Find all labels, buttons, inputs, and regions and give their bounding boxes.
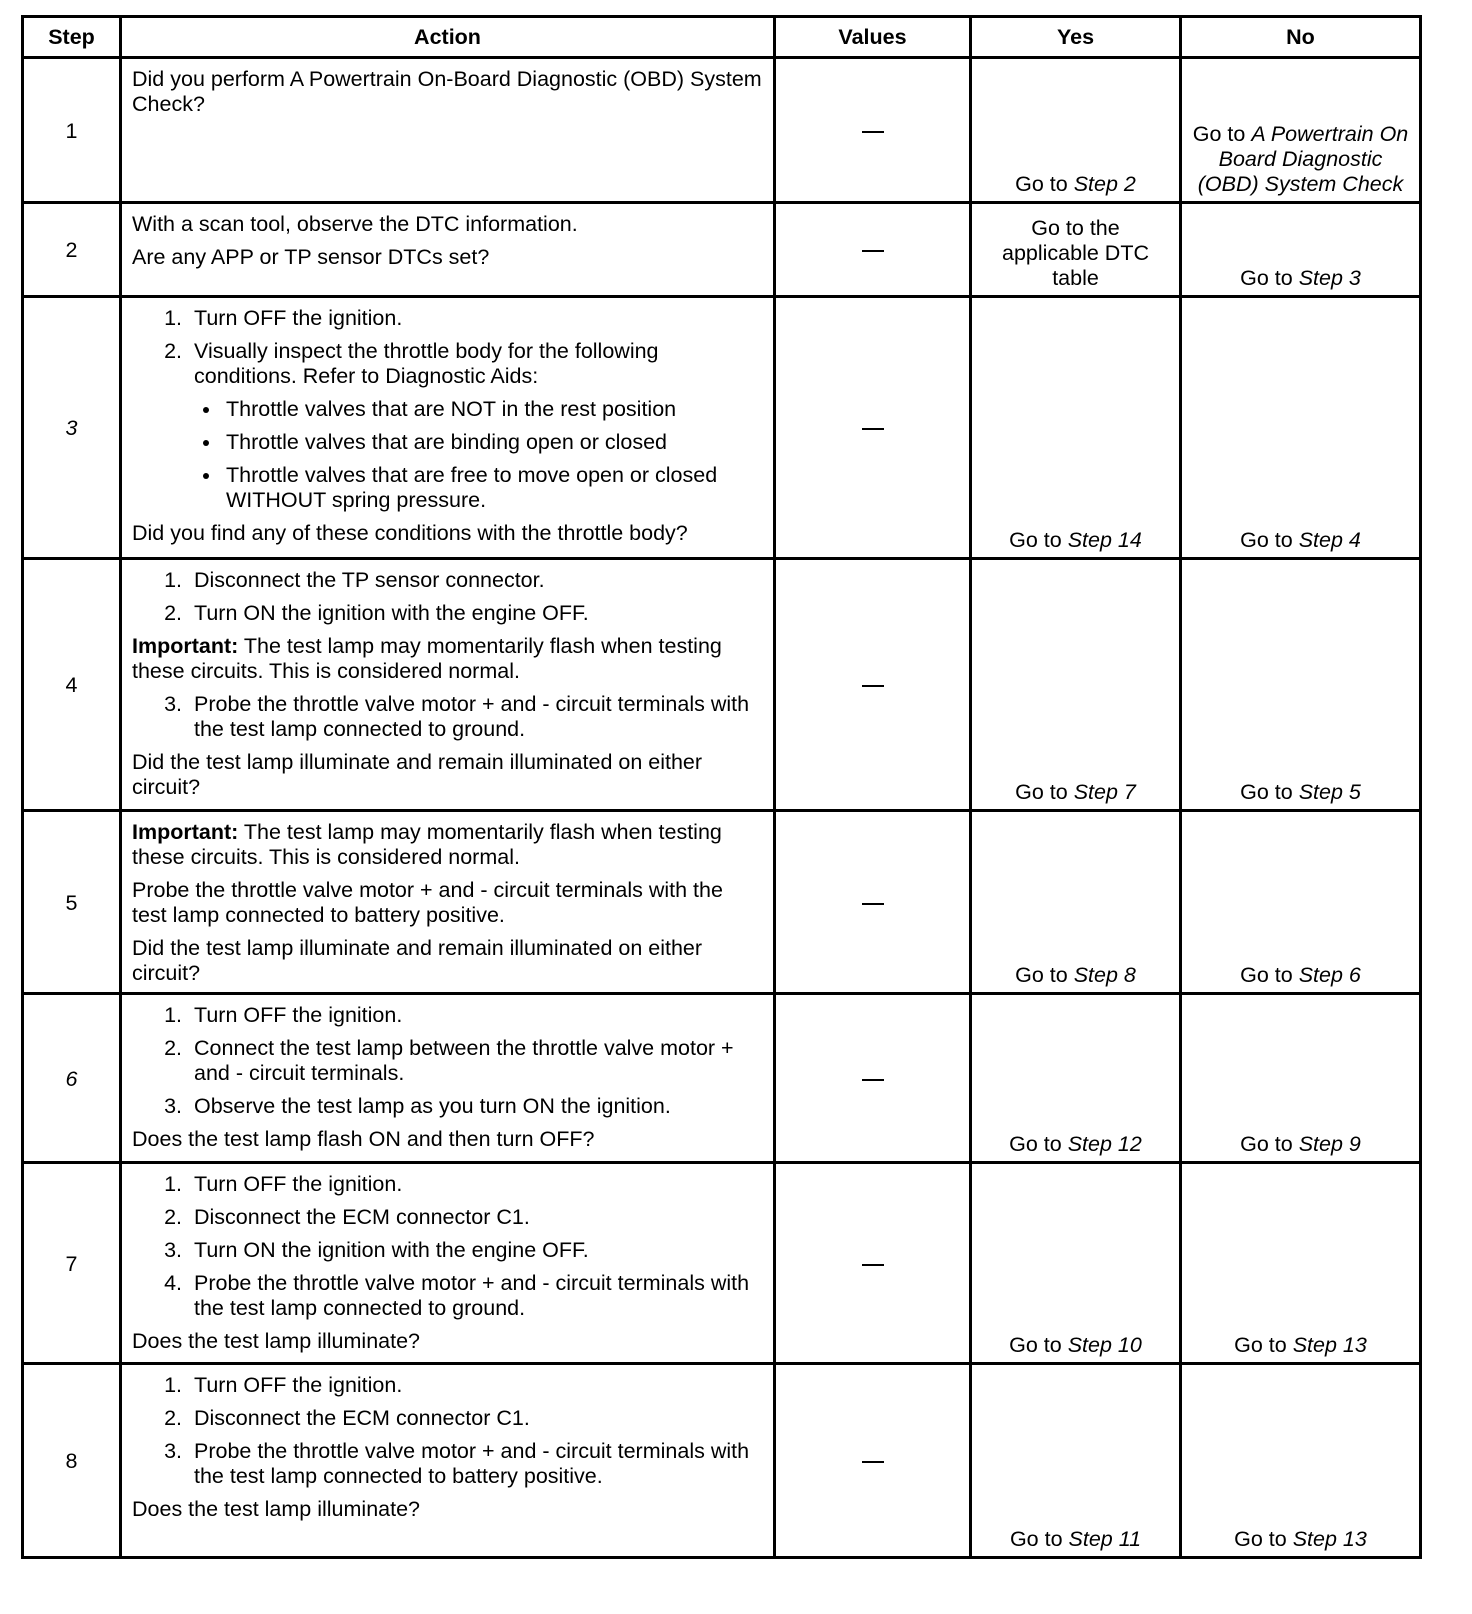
procedure-item: 1. Turn OFF the ignition. (188, 1373, 763, 1398)
step-number: 5 (23, 811, 121, 994)
instruction: With a scan tool, observe the DTC information. (132, 212, 578, 236)
dash-mark (862, 1079, 884, 1081)
dash-mark (862, 250, 884, 252)
no-prefix: Go to (1240, 963, 1299, 987)
values-cell (775, 994, 971, 1163)
step-number: 2 (23, 203, 121, 297)
procedure-item: 4. Probe the throttle valve motor + and - circuit terminals with the test lamp connected to ground. (188, 1271, 763, 1321)
values-cell (775, 58, 971, 203)
yes-cell (971, 994, 1181, 1163)
header-step: Step (23, 17, 121, 58)
important-label: Important: (132, 820, 239, 844)
condition-item: • Throttle valves that are free to move open or closed WITHOUT spring pressure. (222, 463, 763, 513)
question: Are any APP or TP sensor DTCs set? (132, 245, 490, 269)
table-row (23, 58, 1421, 203)
procedure-item: 2. Turn ON the ignition with the engine OFF. (188, 601, 763, 626)
action-cell (121, 203, 775, 297)
yes-step-link[interactable]: Step 10 (1067, 1333, 1142, 1357)
action-cell (121, 994, 775, 1163)
step-number: 7 (23, 1163, 121, 1364)
table-row (23, 1163, 1421, 1364)
table-row (23, 559, 1421, 811)
procedure-list (132, 1373, 763, 1489)
question: Did you perform A Powertrain On-Board Diagnostic (OBD) System Check? (132, 67, 762, 116)
dash-mark (862, 428, 884, 430)
yes-cell (971, 58, 1181, 203)
header-no: No (1181, 17, 1421, 58)
yes-cell (971, 811, 1181, 994)
important-note (132, 634, 763, 684)
yes-cell (971, 297, 1181, 559)
no-step-link[interactable]: Step 4 (1298, 528, 1361, 552)
condition-item: • Throttle valves that are binding open or closed (222, 430, 763, 455)
no-cell (1181, 811, 1421, 994)
yes-cell (971, 1364, 1181, 1558)
important-note (132, 820, 763, 870)
yes-prefix: Go to (1015, 172, 1074, 196)
dash-mark (862, 131, 884, 133)
header-row (23, 17, 1421, 58)
yes-prefix: Go to (1009, 528, 1068, 552)
procedure-item: 1. Turn OFF the ignition. (188, 1003, 763, 1028)
no-prefix: Go to (1240, 1132, 1299, 1156)
procedure-item: 2. Connect the test lamp between the throttle valve motor + and - circuit terminals. (188, 1036, 763, 1086)
no-cell (1181, 1163, 1421, 1364)
action-cell (121, 559, 775, 811)
question: Did the test lamp illuminate and remain illuminated on either circuit? (132, 936, 703, 985)
table-row (23, 1364, 1421, 1558)
action-cell (121, 1163, 775, 1364)
no-step-link[interactable]: Step 6 (1298, 963, 1361, 987)
dash-mark (862, 1264, 884, 1266)
no-step-link[interactable]: A Powertrain On Board Diagnostic (OBD) System Check (1197, 122, 1409, 196)
yes-cell (971, 1163, 1181, 1364)
yes-step-link[interactable]: Step 7 (1073, 780, 1136, 804)
yes-text[interactable]: Go to the applicable DTC table (1002, 216, 1149, 290)
yes-step-link[interactable]: Step 2 (1073, 172, 1136, 196)
question: Did you find any of these conditions with the throttle body? (132, 521, 688, 545)
question: Does the test lamp illuminate? (132, 1497, 421, 1521)
procedure-item: 2. Disconnect the ECM connector C1. (188, 1205, 763, 1230)
important-label: Important: (132, 634, 239, 658)
values-cell (775, 203, 971, 297)
yes-prefix: Go to (1015, 963, 1074, 987)
question: Does the test lamp flash ON and then turn OFF? (132, 1127, 595, 1151)
procedure-item: 1. Turn OFF the ignition. (188, 1172, 763, 1197)
condition-item: • Throttle valves that are NOT in the rest position (222, 397, 763, 422)
procedure-item: 3. Turn ON the ignition with the engine OFF. (188, 1238, 763, 1263)
procedure-item: 3. Probe the throttle valve motor + and - circuit terminals with the test lamp connected to battery positive. (188, 1439, 763, 1489)
no-prefix: Go to (1234, 1527, 1293, 1551)
procedure-item: 3. Probe the throttle valve motor + and - circuit terminals with the test lamp connected to ground. (188, 692, 763, 742)
no-step-link[interactable]: Step 9 (1298, 1132, 1361, 1156)
no-cell (1181, 203, 1421, 297)
no-prefix: Go to (1240, 528, 1299, 552)
yes-cell (971, 203, 1181, 297)
header-values: Values (775, 17, 971, 58)
procedure-item-text: Visually inspect the throttle body for the following conditions. Refer to Diagnostic Aids: (194, 339, 659, 388)
procedure-item: 3. Observe the test lamp as you turn ON the ignition. (188, 1094, 763, 1119)
yes-prefix: Go to (1009, 1132, 1068, 1156)
values-cell (775, 559, 971, 811)
yes-step-link[interactable]: Step 8 (1073, 963, 1136, 987)
no-prefix: Go to (1240, 780, 1299, 804)
dash-mark (862, 903, 884, 905)
yes-prefix: Go to (1009, 1527, 1069, 1551)
no-prefix: Go to (1192, 122, 1252, 146)
step-number: 3 (23, 297, 121, 559)
header-yes: Yes (971, 17, 1181, 58)
no-cell (1181, 297, 1421, 559)
no-cell (1181, 994, 1421, 1163)
diagnostic-table (21, 15, 1422, 1559)
table-row (23, 994, 1421, 1163)
no-cell (1181, 1364, 1421, 1558)
action-cell (121, 1364, 775, 1558)
procedure-item: 2. Disconnect the ECM connector C1. (188, 1406, 763, 1431)
values-cell (775, 1163, 971, 1364)
instruction: Probe the throttle valve motor + and - circuit terminals with the test lamp connected to battery positive. (132, 878, 723, 927)
no-step-link[interactable]: Step 13 (1292, 1527, 1367, 1551)
procedure-list (132, 306, 763, 513)
procedure-item: 1. Turn OFF the ignition. (188, 306, 763, 331)
procedure-list (132, 1172, 763, 1321)
values-cell (775, 1364, 971, 1558)
action-cell (121, 297, 775, 559)
step-number: 6 (23, 994, 121, 1163)
values-cell (775, 297, 971, 559)
action-cell (121, 811, 775, 994)
procedure-item (188, 339, 763, 513)
table-row (23, 297, 1421, 559)
no-prefix: Go to (1234, 1333, 1293, 1357)
no-cell (1181, 559, 1421, 811)
yes-step-link[interactable]: Step 12 (1067, 1132, 1142, 1156)
no-step-link[interactable]: Step 3 (1298, 266, 1361, 290)
header-action: Action (121, 17, 775, 58)
no-prefix: Go to (1240, 266, 1299, 290)
condition-list (194, 397, 763, 513)
important-text: The test lamp may momentarily flash when testing these circuits. This is considered normal. (132, 820, 722, 869)
important-text: The test lamp may momentarily flash when testing these circuits. This is considered normal. (132, 634, 722, 683)
no-step-link[interactable]: Step 13 (1292, 1333, 1367, 1357)
procedure-item: 1. Disconnect the TP sensor connector. (188, 568, 763, 593)
table-row (23, 203, 1421, 297)
question: Did the test lamp illuminate and remain illuminated on either circuit? (132, 750, 703, 799)
yes-cell (971, 559, 1181, 811)
yes-prefix: Go to (1015, 780, 1074, 804)
yes-prefix: Go to (1009, 1333, 1068, 1357)
step-number: 4 (23, 559, 121, 811)
no-step-link[interactable]: Step 5 (1298, 780, 1361, 804)
procedure-list (132, 568, 763, 626)
procedure-list (132, 1003, 763, 1119)
no-cell (1181, 58, 1421, 203)
step-number: 1 (23, 58, 121, 203)
step-number: 8 (23, 1364, 121, 1558)
values-cell (775, 811, 971, 994)
dash-mark (862, 1461, 884, 1463)
yes-step-link[interactable]: Step 14 (1067, 528, 1142, 552)
action-cell (121, 58, 775, 203)
question: Does the test lamp illuminate? (132, 1329, 421, 1353)
table-row (23, 811, 1421, 994)
dash-mark (862, 685, 884, 687)
procedure-list (132, 692, 763, 742)
yes-step-link[interactable]: Step 11 (1068, 1527, 1142, 1551)
